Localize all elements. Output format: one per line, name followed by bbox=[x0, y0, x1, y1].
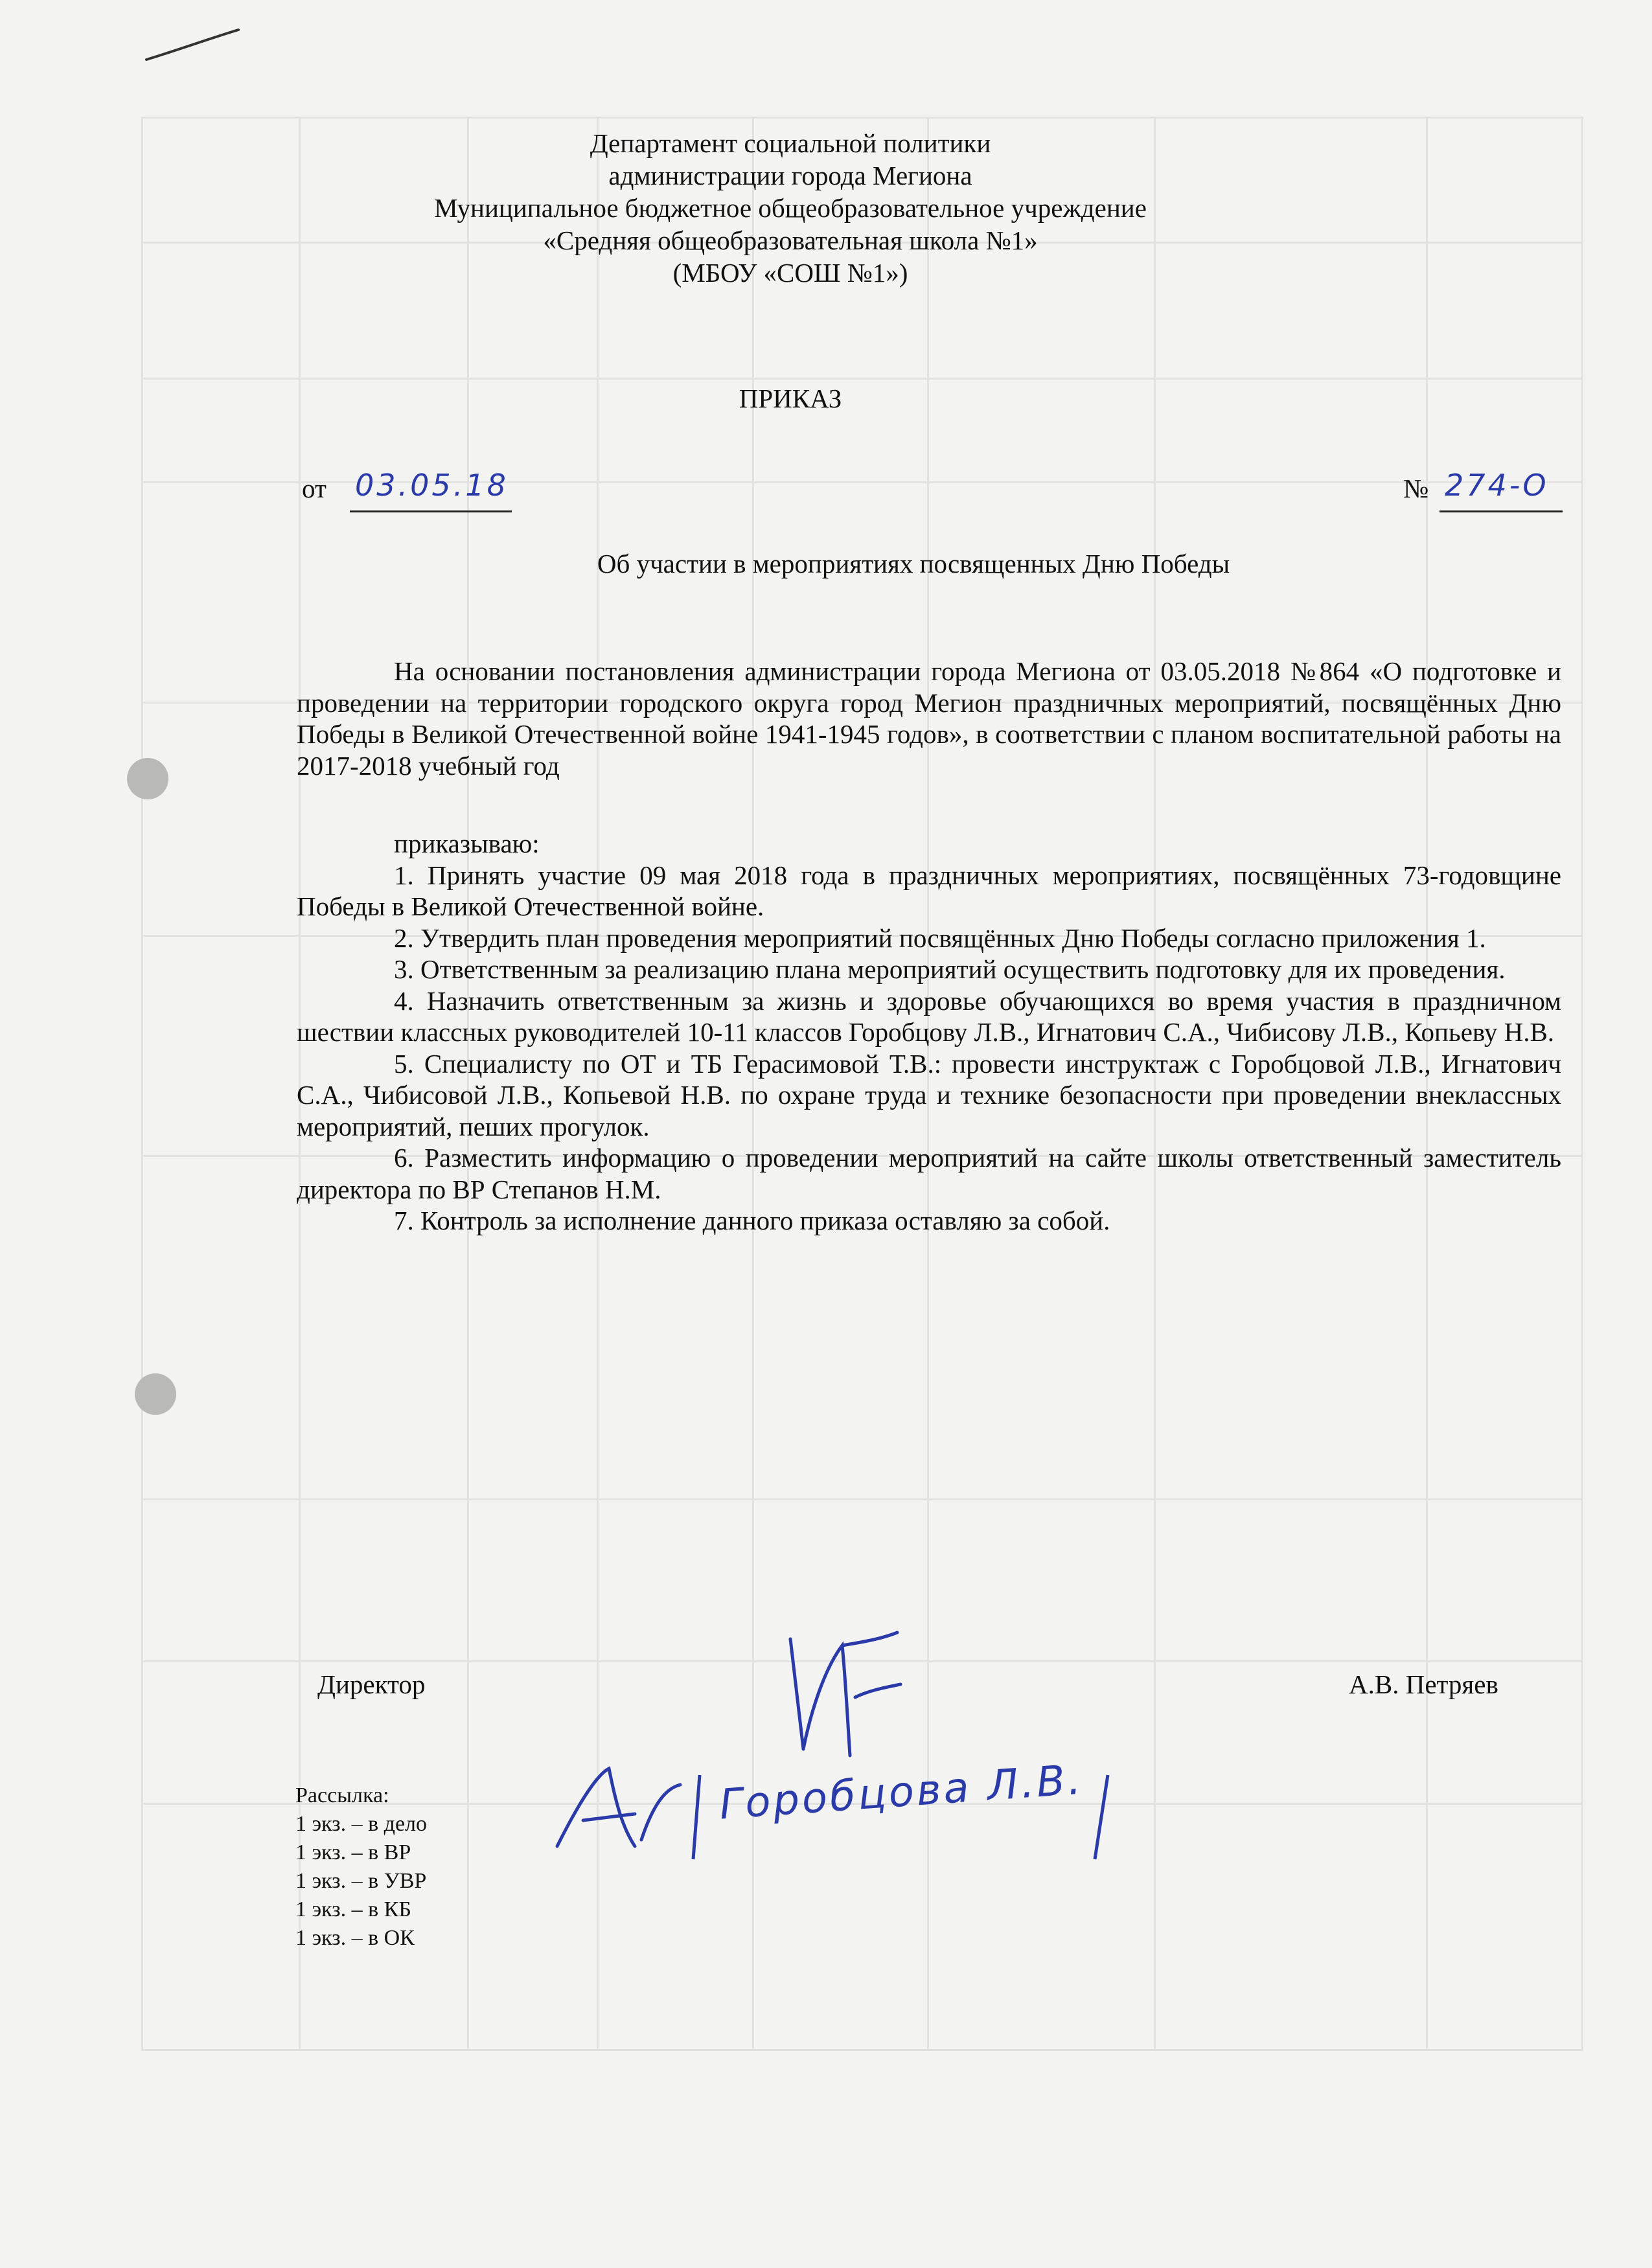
order-item-5: 5. Специалисту по ОТ и ТБ Герасимовой Т.В.: провести инструктаж с Горобцовой Л.В., Игнатович С.А., Чибисовой Л.В., Копьевой Н.В. по охране труда и технике безопасности при проведении внеклассных мероприятий, пеших прогулок. bbox=[297, 1048, 1561, 1141]
mailing-list bbox=[295, 1781, 427, 1953]
mailing-item: 1 экз. – в ВР bbox=[295, 1840, 411, 1864]
order-date: 03.05.18 bbox=[355, 468, 509, 503]
mailing-item: 1 экз. – в УВР bbox=[295, 1869, 427, 1893]
order-item-4: 4. Назначить ответственным за жизнь и здоровье обучающихся во время участия в праздничном шествии классных руководителей 10-11 классов Горобцову Л.В., Игнатович С.А., Чибисову Л.В., Копьеву Н.В. bbox=[297, 985, 1561, 1047]
order-item-6: 6. Разместить информацию о проведении мероприятий на сайте школы ответственный заместитель директора по ВР Степанов Н.М. bbox=[297, 1143, 1561, 1204]
organization-header bbox=[298, 127, 1283, 289]
header-school-name: «Средняя общеобразовательная школа №1» bbox=[543, 225, 1038, 255]
document-title: ПРИКАЗ bbox=[739, 384, 842, 413]
header-department: Департамент социальной политики bbox=[590, 128, 991, 158]
order-item-7: 7. Контроль за исполнение данного приказа оставляю за собой. bbox=[394, 1206, 1110, 1235]
header-administration: администрации города Мегиона bbox=[608, 161, 972, 190]
order-verb: приказываю: bbox=[394, 829, 540, 858]
mailing-item: 1 экз. – в КБ bbox=[295, 1897, 411, 1921]
signatory-name: А.В. Петряев bbox=[1349, 1669, 1498, 1699]
punch-hole-bottom bbox=[135, 1373, 176, 1415]
punch-hole-top bbox=[127, 758, 168, 799]
mailing-item: 1 экз. – в дело bbox=[295, 1812, 428, 1836]
basis-paragraph: На основании постановления администрации города Мегиона от 03.05.2018 №864 «О подготовке и проведении на территории городского округа город Мегион праздничных мероприятий, посвящённых Дню Победы в Великой Отечественной войне 1941-1945 годов», в соответствии с планом воспитательной работы на 2017-2018 учебный год bbox=[297, 656, 1561, 781]
mailing-item: 1 экз. – в ОК bbox=[295, 1926, 415, 1950]
number-prefix: № bbox=[1403, 474, 1429, 503]
order-item-2: 2. Утвердить план проведения мероприятий посвящённых Дню Победы согласно приложения 1. bbox=[394, 922, 1486, 953]
header-institution-type: Муниципальное бюджетное общеобразовательное учреждение bbox=[434, 193, 1147, 223]
header-school-short: (МБОУ «СОШ №1») bbox=[672, 258, 908, 288]
pen-scratch-mark bbox=[144, 26, 241, 65]
order-item-3: 3. Ответственным за реализацию плана мероприятий осуществить подготовку для их проведения. bbox=[394, 954, 1506, 984]
date-prefix: от bbox=[302, 474, 327, 503]
signatory-position: Директор bbox=[317, 1669, 426, 1699]
mailing-title: Рассылка: bbox=[295, 1783, 389, 1807]
acknowledgement-name: Горобцова Л.В. bbox=[718, 1756, 1085, 1829]
order-subject: Об участии в мероприятиях посвященных Дню Победы bbox=[597, 549, 1230, 578]
order-item-1: 1. Принять участие 09 мая 2018 года в праздничных мероприятиях, посвящённых 73-годовщине Победы в Великой Отечественной войне. bbox=[297, 860, 1561, 921]
order-number: 274-О bbox=[1445, 468, 1549, 503]
order-body bbox=[297, 656, 1561, 1237]
